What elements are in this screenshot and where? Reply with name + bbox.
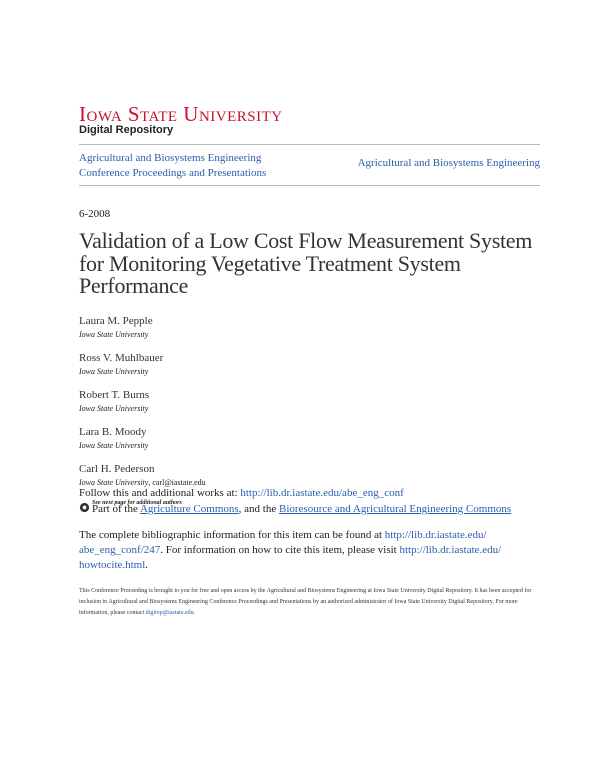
citation-url-1b[interactable]: abe_eng_conf/247 — [79, 544, 161, 556]
footer-email-link[interactable]: digirep@iastate.edu — [145, 610, 194, 616]
collection-link-right[interactable]: Agricultural and Biosystems Engineering — [357, 157, 540, 169]
collection-line-1[interactable]: Agricultural and Biosystems Engineering — [79, 152, 262, 164]
follow-line — [79, 486, 519, 501]
agriculture-commons-link[interactable]: Agriculture Commons — [139, 503, 239, 515]
author-block — [79, 425, 379, 452]
bioresource-commons-link[interactable]: Bioresource and Agricultural Engineering Commons — [278, 503, 512, 515]
follow-url[interactable]: http://lib.dr.iastate.edu/abe_eng_conf — [240, 487, 404, 499]
author-name: Laura M. Pepple — [79, 315, 153, 327]
author-name: Lara B. Moody — [79, 426, 147, 438]
collection-link-left[interactable] — [79, 151, 309, 181]
author-name: Carl H. Pederson — [79, 463, 155, 475]
follow-prefix: Follow this and additional works at: — [79, 487, 241, 499]
footer-end: . — [193, 610, 196, 616]
author-affiliation: Iowa State University — [79, 404, 149, 413]
publication-date: 6-2008 — [79, 208, 111, 220]
citation-prefix: The complete bibliographic information for this item can be found at — [79, 529, 385, 541]
author-affiliation: Iowa State University — [79, 367, 149, 376]
collection-line-2[interactable]: Conference Proceedings and Presentations — [79, 167, 267, 179]
part-of-middle: , and the — [238, 503, 279, 515]
author-affiliation: Iowa State University — [79, 441, 149, 450]
footer-notice — [79, 586, 544, 619]
author-affiliation-name: Iowa State University — [79, 478, 149, 487]
author-block — [79, 351, 379, 378]
author-block — [79, 314, 379, 341]
see-next-page-note: See next page for additional authors — [92, 500, 182, 506]
bottom-divider — [79, 185, 540, 186]
author-block — [79, 462, 379, 489]
author-affiliation: Iowa State University — [79, 330, 149, 339]
author-name: Robert T. Burns — [79, 389, 150, 401]
network-commons-icon — [79, 502, 90, 513]
author-block — [79, 388, 379, 415]
top-divider — [79, 144, 540, 145]
citation-url-1a[interactable]: http://lib.dr.iastate.edu/ — [384, 529, 487, 541]
repository-name: Digital Repository — [79, 124, 174, 136]
footer-text: This Conference Proceeding is brought to you for free and open access by the Agricultural and Biosystems Engineering at Iowa State University Digital Repository. It has been accepted for inclusion in Agricultural and Biosystems Engineering Conference Proceedings and Presentations by an authorized administrator of Iowa State University Digital Repository. For more information, please contact — [79, 588, 532, 616]
citation-url-2a[interactable]: http://lib.dr.iastate.edu/ — [399, 544, 502, 556]
author-name: Ross V. Muhlbauer — [79, 352, 164, 364]
author-email: , carl@iastate.edu — [148, 478, 206, 487]
university-logo: Iowa State University — [79, 102, 283, 126]
citation-url-2b[interactable]: howtocite.html — [79, 559, 146, 571]
paper-title: Validation of a Low Cost Flow Measurement System for Monitoring Vegetative Treatment System Performance — [79, 228, 533, 298]
citation-end: . — [145, 559, 149, 571]
part-of-prefix: Part of the — [92, 503, 140, 515]
citation-paragraph — [79, 528, 524, 573]
citation-middle: . For information on how to cite this item, please visit — [160, 544, 400, 556]
